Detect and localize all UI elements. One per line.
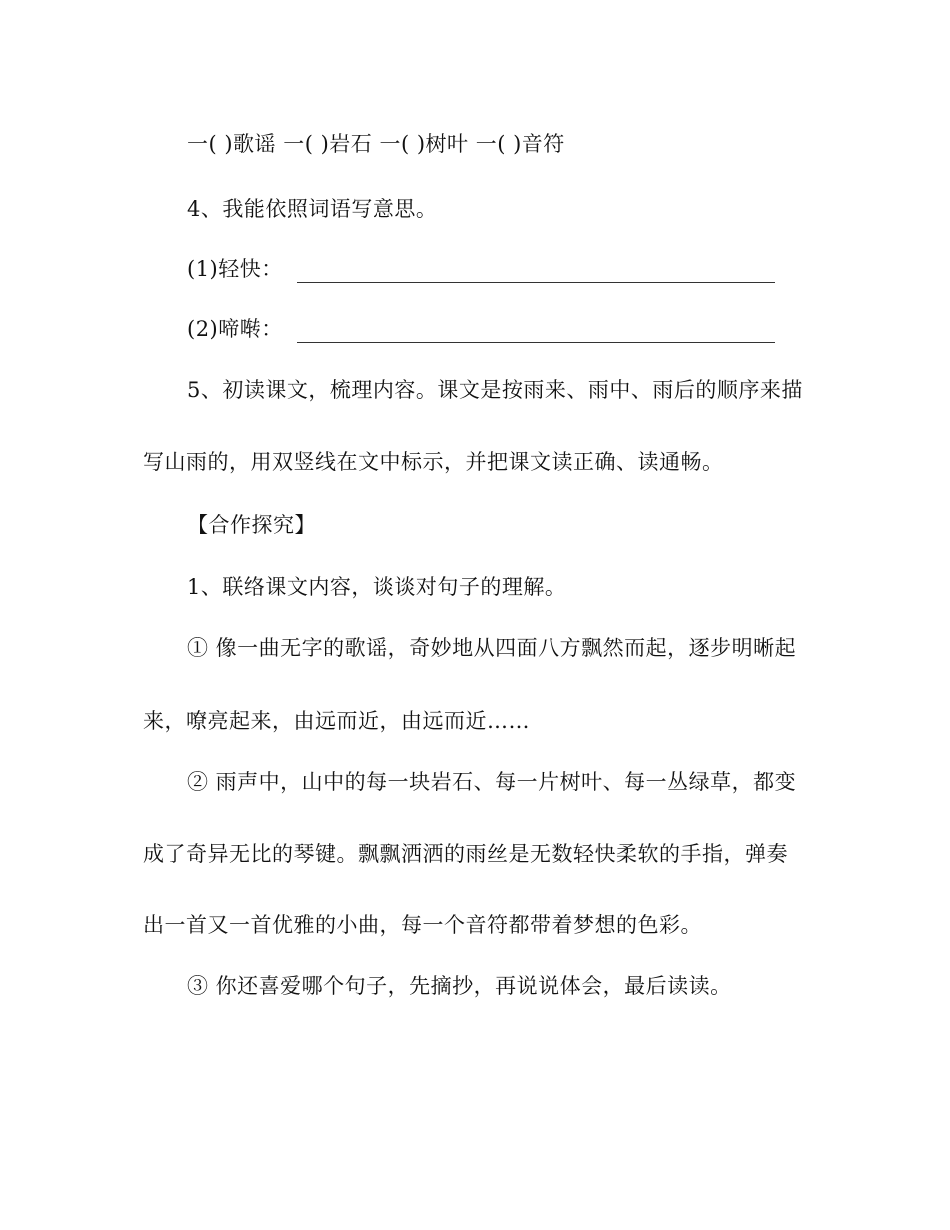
sentence-3-line-1: ③ 你还喜爱哪个句子，先摘抄，再说说体会，最后读读。: [187, 974, 732, 998]
answer-blank-2: [297, 320, 775, 343]
item-1-label: (1)轻快：: [187, 257, 283, 281]
sentence-1-line-2: 来，嘹亮起来，由远而近，由远而近……: [143, 709, 530, 733]
question-4-heading: 4、我能依照词语写意思。: [187, 197, 438, 221]
question-4-item-1: [187, 255, 775, 283]
item-2-label: (2)啼啭：: [187, 317, 283, 341]
sentence-1-line-1: ① 像一曲无字的歌谣，奇妙地从四面八方飘然而起，逐步明晰起: [187, 636, 797, 660]
sentence-2-line-2: 成了奇异无比的琴键。飘飘洒洒的雨丝是无数轻快柔软的手指，弹奏: [143, 842, 788, 866]
sentence-2-line-1: ② 雨声中，山中的每一块岩石、每一片树叶、每一丛绿草，都变: [187, 770, 797, 794]
question-5-line-2: 写山雨的，用双竖线在文中标示，并把课文读正确、读通畅。: [143, 450, 724, 474]
inquiry-question-1: 1、联络课文内容，谈谈对句子的理解。: [187, 575, 567, 599]
section-heading-cooperative-inquiry: 【合作探究】: [187, 513, 316, 537]
answer-blank-1: [297, 260, 775, 283]
question-4-item-2: [187, 315, 775, 343]
sentence-2-line-3: 出一首又一首优雅的小曲，每一个音符都带着梦想的色彩。: [143, 913, 702, 937]
fill-in-measure-words: 一( )歌谣 一( )岩石 一( )树叶 一( )音符: [187, 132, 565, 156]
question-5-line-1: 5、初读课文，梳理内容。课文是按雨来、雨中、雨后的顺序来描: [187, 378, 803, 402]
